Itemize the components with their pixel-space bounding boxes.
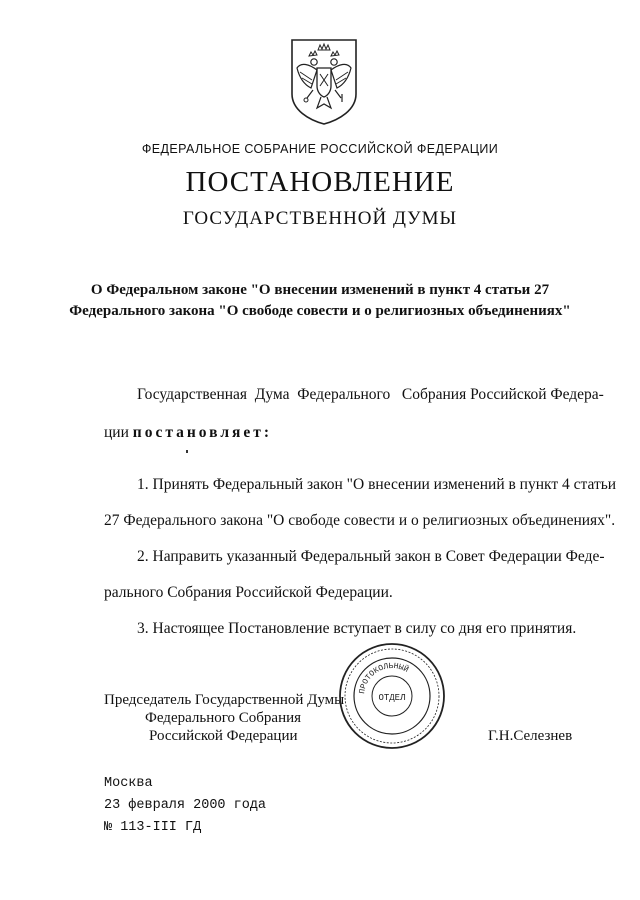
subject-line-1: О Федеральном законе "О внесении изменений в пункт 4 статьи 27 <box>90 282 550 298</box>
decree-keyword: постановляет: <box>132 424 273 441</box>
document-number: № 113-III ГД <box>104 820 202 835</box>
document-subtitle: ГОСУДАРСТВЕННОЙ ДУМЫ <box>182 208 458 229</box>
item-3-line-1: 3. Настоящее Постановление вступает в силу со дня его принятия. <box>137 620 577 637</box>
signatory-position-2: Федерального Собрания <box>145 710 302 726</box>
intro-line-2 <box>104 424 272 442</box>
intro-line-2-start: ции <box>104 424 129 441</box>
signatory-position-1: Председатель Государственной Думы <box>104 692 345 708</box>
item-1-line-2: 27 Федерального закона "О свободе совести и о религиозных объединениях". <box>104 512 616 529</box>
intro-line-1: Государственная Дума Федерального Собрания Российской Федера- <box>137 386 604 403</box>
official-stamp-icon <box>336 640 448 752</box>
stamp-arc-text: ПРОТОКОЛЬНЫЙ <box>358 661 410 695</box>
signatory-position-3: Российской Федерации <box>149 728 298 744</box>
item-2-line-1: 2. Направить указанный Федеральный закон в Совет Федерации Феде- <box>137 548 605 565</box>
svg-text:ПРОТОКОЛЬНЫЙ <box>358 662 410 695</box>
signatory-name: Г.Н.Селезнев <box>488 728 573 744</box>
document-title: ПОСТАНОВЛЕНИЕ <box>185 166 455 198</box>
state-emblem-icon <box>287 36 361 126</box>
stamp-center-text: ОТДЕЛ <box>378 693 406 703</box>
item-2-line-2: рального Собрания Российской Федерации. <box>104 584 393 601</box>
speck <box>186 450 188 453</box>
date: 23 февраля 2000 года <box>104 798 267 813</box>
resolution-subject <box>60 280 580 322</box>
city: Москва <box>104 776 153 791</box>
subject-line-2: Федерального закона "О свободе совести и о религиозных объединениях" <box>69 303 571 319</box>
assembly-name: ФЕДЕРАЛЬНОЕ СОБРАНИЕ РОССИЙСКОЙ ФЕДЕРАЦИИ <box>141 142 499 156</box>
item-1-line-1: 1. Принять Федеральный закон "О внесении изменений в пункт 4 статьи <box>137 476 617 493</box>
